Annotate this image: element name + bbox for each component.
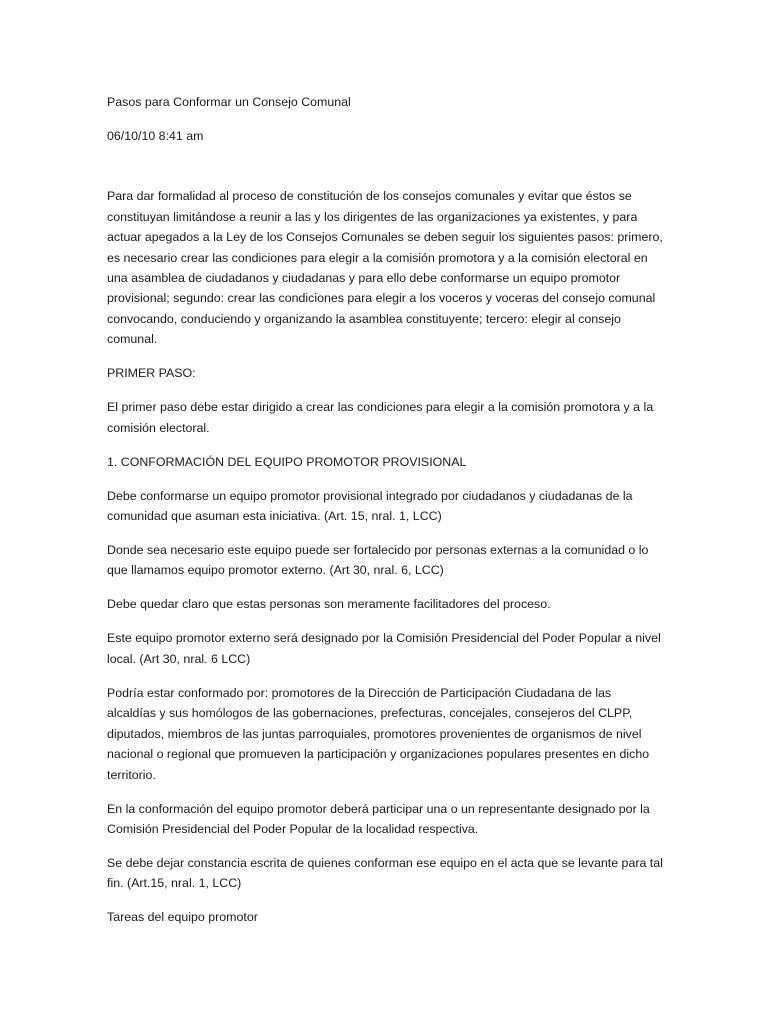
paragraph: Debe conformarse un equipo promotor provisional integrado por ciudadanos y ciudadanas de la comunidad que asuman esta iniciativa. (Art. 15, nral. 1, LCC) [107, 488, 633, 524]
paragraph: El primer paso debe estar dirigido a crear las condiciones para elegir a la comisión promotora y a la comisión electoral. [107, 400, 654, 435]
paragraph: Debe quedar claro que estas personas son meramente facilitadores del proceso. [107, 597, 551, 612]
section-heading-conformacion: 1. CONFORMACIÓN DEL EQUIPO PROMOTOR PROVISIONAL [107, 454, 467, 469]
document-datetime: 06/10/10 8:41 am [107, 129, 204, 143]
paragraph: Donde sea necesario este equipo puede ser fortalecido por personas externas a la comunidad o lo que llamamos equipo promotor externo. (Art 30, nral. 6, LCC) [107, 543, 649, 578]
section-heading-primer-paso: PRIMER PASO: [107, 366, 196, 381]
paragraph: Se debe dejar constancia escrita de quienes conforman ese equipo en el acta que se levante para tal fin. (Art.15, nral. 1, LCC) [107, 855, 663, 891]
subheading-tareas: Tareas del equipo promotor [107, 910, 258, 925]
paragraph: Podría estar conformado por: promotores de la Dirección de Participación Ciudadana de las alcaldías y sus homólogos de las gobernaciones, prefecturas, concejales, consejeros del CLPP, diputados, miembros de las juntas parroquiales, promotores provenientes de organismos de nivel nacional o regional que promueven la participación y organizaciones populares presentes en dicho territorio. [107, 685, 650, 782]
paragraph: Este equipo promotor externo será designado por la Comisión Presidencial del Poder Popular a nivel local. (Art 30, nral. 6 LCC) [107, 631, 661, 666]
document-body [107, 92, 663, 941]
paragraph: En la conformación del equipo promotor deberá participar una o un representante designado por la Comisión Presidencial del Poder Popular de la localidad respectiva. [107, 801, 650, 836]
document-title: Pasos para Conformar un Consejo Comunal [107, 95, 351, 109]
paragraph-intro: Para dar formalidad al proceso de constitución de los consejos comunales y evitar que éstos se constituyan limitándose a reunir a las y los dirigentes de las organizaciones ya existentes, y para actuar apegados a la Ley de los Consejos Comunales se deben seguir los siguientes pasos: primero, es necesario crear las condiciones para elegir a la comisión promotora y a la comisión electoral en una asamblea de ciudadanos y ciudadanas y para ello debe conformarse un equipo promotor provisional; segundo: crear las condiciones para elegir a los voceros y voceras del consejo comunal convocando, conduciendo y organizando la asamblea constituyente; tercero: elegir al consejo comunal. [107, 189, 663, 347]
